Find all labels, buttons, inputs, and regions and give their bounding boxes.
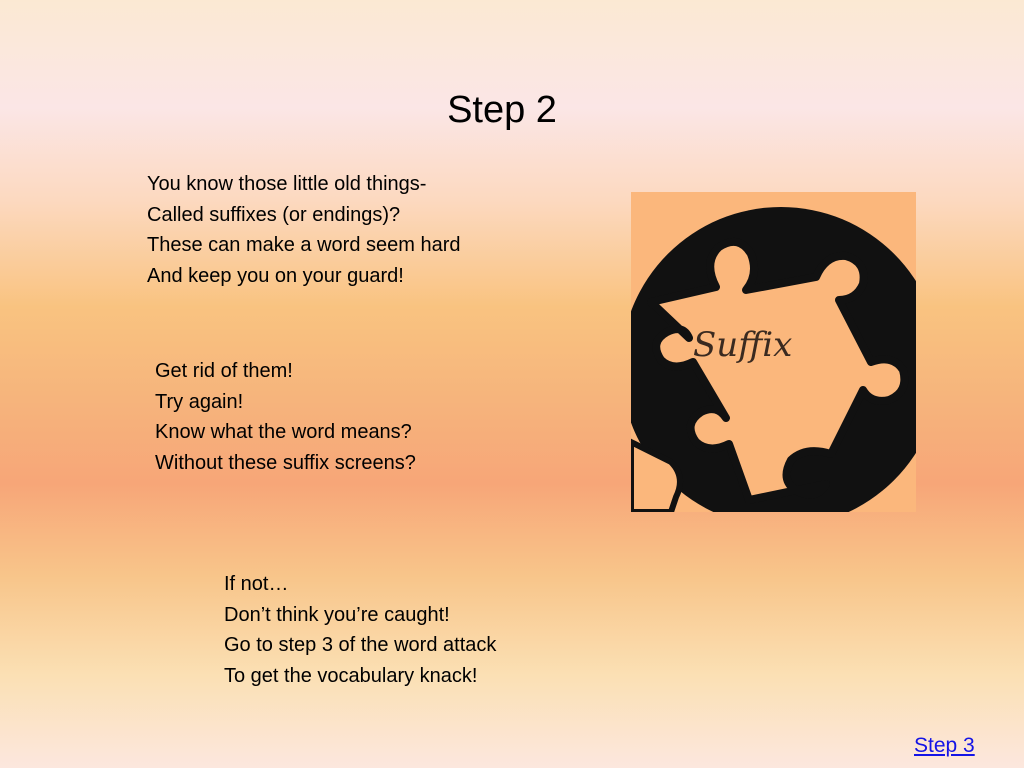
stanza-line: Called suffixes (or endings)? <box>147 203 401 226</box>
stanza-line: You know those little old things- <box>147 173 427 195</box>
stanza-line: To get the vocabulary knack! <box>224 664 478 687</box>
stanza-line: Without these suffix screens? <box>155 451 416 474</box>
slide-title: Step 2 <box>447 89 557 131</box>
suffix-puzzle-image <box>631 192 916 512</box>
stanza-3 <box>224 569 496 691</box>
stanza-line: If not… <box>224 573 289 595</box>
step-3-link[interactable]: Step 3 <box>914 734 975 757</box>
stanza-line: These can make a word seem hard <box>147 234 461 256</box>
stanza-line: Don’t think you’re caught! <box>224 603 450 626</box>
stanza-line: Get rid of them! <box>155 360 293 382</box>
stanza-2 <box>155 356 416 478</box>
stanza-line: And keep you on your guard! <box>147 264 404 287</box>
stanza-line: Go to step 3 of the word attack <box>224 634 497 656</box>
stanza-1 <box>147 169 461 291</box>
puzzle-label: Suffix <box>693 325 793 365</box>
stanza-line: Know what the word means? <box>155 421 412 443</box>
stanza-line: Try again! <box>155 390 244 413</box>
puzzle-piece-icon <box>631 192 916 512</box>
